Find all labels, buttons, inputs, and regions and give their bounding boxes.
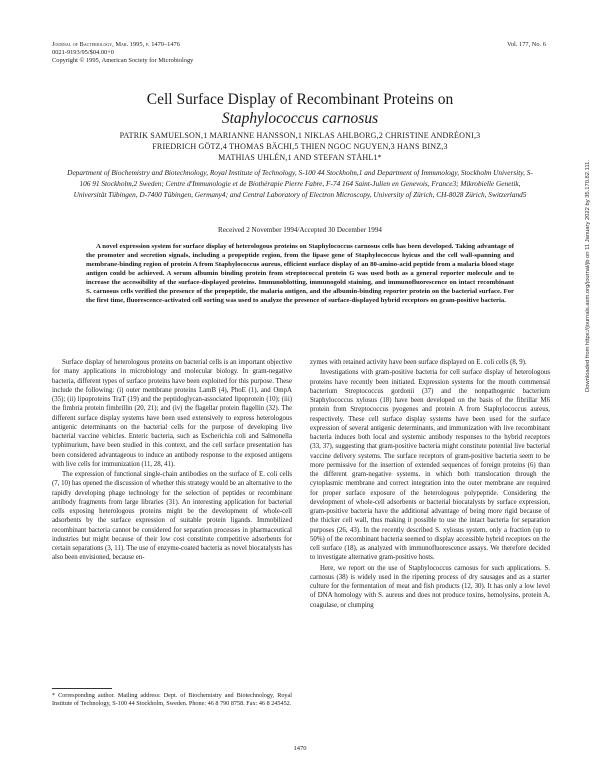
authors-line-1: PATRIK SAMUELSON,1 MARIANNE HANSSON,1 NIKLAS AHLBORG,2 CHRISTINE ANDRÉONI,3 (119, 131, 481, 140)
volume-line: Vol. 177, No. 6 (507, 41, 546, 48)
authors-line-3: MATHIAS UHLÉN,1 AND STEFAN STÅHL1* (218, 153, 382, 163)
authors-line-2: FRIEDRICH GÖTZ,4 THOMAS BÄCHI,5 THIEN NGOC NGUYEN,3 HANS BINZ,3 (152, 142, 448, 152)
title-line-2: Staphylococcus carnosus (221, 110, 379, 127)
paragraph: The expression of functional single-chain antibodies on the surface of E. coli cells (7, 10) has opened the discussion of whether this strategy would be an alternative to the rapidly developing phage technology for the selection of peptides or recombinant antibody fragments from large libraries (31). An interesting application for bacterial cells exposing heterologous proteins might be the development of whole-cell adsorbents by the surface expression of suitable protein ligands. Immobilized recombinant bacteria cannot be considered for separation processes in pharmaceutical industries but might because of their low cost constitute competitive adsorbents for certain separations (3, 11). The use of enzyme-coated bacteria as novel biocatalysts has also been envisioned, because en- (52, 471, 292, 562)
paragraph: zymes with retained activity have been surface displayed on E. coli cells (8, 9). (310, 359, 527, 366)
abstract: A novel expression system for surface display of heterologous proteins on Staphylococcus carnosus cells has been developed. Taking advantage of the promoter and secretion signals, including a propeptide region, from the lipase gene of Staphylococcus hyicus and the cell wall-spanning and membrane-binding region of protein A from Staphylococcus aureus, efficient surface display of an 80-amino-acid peptide from a malaria blood stage antigen could be achieved. A serum albumin binding protein from streptococcal protein G was used both as a general reporter molecule and to increase the accessibility of the surface-displayed proteins. Immunoblotting, immunogold staining, and immunofluorescence on intact recombinant S. carnosus cells verified the presence of the propeptide, the malaria antigen, and the albumin-binding reporter protein on the bacterial surface. For the first time, fluorescence-activated cell sorting was used to analyze the presence of surface-displayed hybrid receptors on gram-positive bacteria. (86, 243, 514, 305)
title-line-1: Cell Surface Display of Recombinant Proteins on (146, 91, 454, 108)
affiliations: Department of Biochemistry and Biotechnology, Royal Institute of Technology, S-100 44 Stockholm,1 and Department of Immunology, Stockholm University, S-106 91 Stockholm,2 Sweden; Centre d'Immunologie et de Biothérapie Pierre Fabre, F-74 164 Saint-Julien en Genevois, France3; Mikrobielle Genetik, Universität Tübingen, D-7400 Tübingen, Germany4; and Central Laboratory of Electron Microscopy, University of Zürich, CH-8028 Zürich, Switzerland5 (67, 168, 533, 199)
page-number: 1470 (293, 745, 307, 752)
copyright-line: Copyright © 1995, American Society for Microbiology (52, 57, 194, 64)
body-column-right (310, 358, 550, 611)
body-column-left (52, 358, 292, 564)
paragraph: Investigations with gram-positive bacteria for cell surface display of heterologous proteins have recently been initiated. Expression systems for the mouth commensal bacterium Streptococcus gordonii (37) and the nonpathogenic bacterium Staphylococcus xylosus (18) have been developed on the basis of the fibrillar M6 protein from Streptococcus pyogenes and protein A from Staphylococcus aureus, respectively. These cell surface display systems have been used for the surface expression of several antigenic determinants, and immunization with live recombinant bacteria induces both local and systemic antibody responses to the hybrid receptors (33, 37), suggesting that gram-positive bacteria might constitute potential live bacterial vaccine delivery systems. The surface receptors of gram-positive bacteria seem to be more permissive for the insertion of extended sequences of foreign proteins (6) than the different gram-negative systems, in which both translocation through the cytoplasmic membrane and correct integration into the outer membrane are required for proper surface exposure of the heterologous polypeptide. Considering the development of whole-cell adsorbents or bacterial biocatalysts by surface expression, gram-positive bacteria have the additional advantage of being more rigid because of the thicker cell wall, thus making it possible to use the intact bacteria for separation purposes (26, 43). In the recently described S. xylosus system, only a fraction (up to 50%) of the recombinant bacteria seemed to display accessible hybrid receptors on the cell surface (18), as analyzed with immunofluorescence assays. We therefore decided to investigate alternative gram-positive hosts. (310, 369, 550, 562)
issn-line: 0021-9193/95/$04.00+0 (52, 49, 115, 56)
footnote-rule (52, 688, 112, 689)
journal-citation: Journal of Bacteriology, Mar. 1995, p. 1470–1476 (52, 41, 180, 48)
paragraph: Surface display of heterologous proteins on bacterial cells is an important objective for many applications in microbiology and molecular biology. In gram-negative bacteria, different types of surface proteins have been exploited for this purpose. These include the following: (i) outer membrane proteins LamB (4), PhoE (1), and OmpA (35); (ii) lipoproteins TraT (19) and the peptidoglycan-associated lipoprotein (10); (iii) the fimbria protein fimbrillin (20, 21); and (iv) the flagellar protein flagellin (32). The different surface display systems have been used extensively to express heterologous antigenic determinants on the bacterial cells for the purpose of developing live bacterial vaccine vehicles. Enteric bacteria, such as Escherichia coli and Salmonella typhimurium, have been studied in this context, and the cell surface presentation has been considered advantageous to induce an antibody response to the exposed antigens with live cells for immunization (11, 28, 41). (52, 359, 292, 468)
journal-header (52, 41, 193, 65)
paragraph: Here, we report on the use of Staphylococcus carnosus for such applications. S. carnosus (38) is widely used in the ripening process of dry sausages and as a starter culture for the fermentation of meat and fish products (12, 30). It has only a low level of DNA homology with S. aureus and does not produce toxins, hemolysins, protein A, coagulase, or clumping (310, 564, 550, 609)
corresponding-author-footnote: * Corresponding author. Mailing address: Dept. of Biochemistry and Biotechnology, Royal Institute of Technology, S-100 44 Stockholm, Sweden. Phone: 46 8 790 8758. Fax: 46 8 245452. (52, 692, 292, 708)
author-list (70, 130, 530, 164)
article-title (0, 90, 600, 128)
received-dates: Received 2 November 1994/Accepted 30 December 1994 (218, 226, 382, 234)
download-notice-text: Downloaded from https://journals.asm.org/journal/jb on 11 January 2022 by 35.170.82.111. (585, 159, 591, 392)
